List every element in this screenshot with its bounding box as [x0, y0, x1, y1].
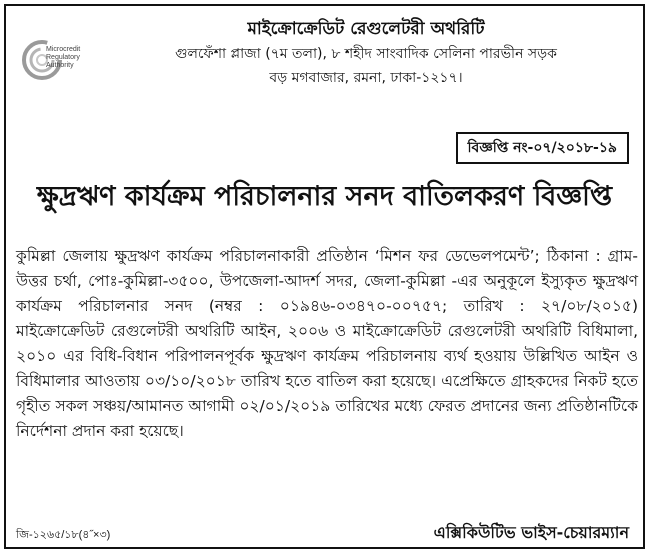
address-line-2: বড় মগবাজার, রমনা, ঢাকা-১২১৭।	[269, 70, 463, 86]
logo-text	[46, 46, 80, 70]
footer-reference: জি-১২৬৫/১৮(৪˝×৩)	[16, 529, 111, 541]
logo-text-line: Authority	[46, 62, 74, 69]
header	[136, 16, 596, 90]
logo-text-line: Regulatory	[46, 54, 80, 61]
body-paragraph: কুমিল্লা জেলায় ক্ষুদ্রঋণ কার্যক্রম পরিচালনাকারী প্রতিষ্ঠান ‘মিশন ফর ডেভেলপমেন্ট’; ঠিকানা : গ্রাম-উত্তর চর্থা, পোঃ-কুমিল্লা-৩৫০০, উপজেলা-আদর্শ সদর, জেলা-কুমিল্লা -এর অনুকূলে ইস্যুকৃত ক্ষুদ্রঋণ কার্যক্রম পরিচালনার সনদ (নম্বর : ০১৯৪৬-০৩৪৭০-০০৭৫৭; তারিখ : ২৭/০৮/২০১৫) মাইক্রোক্রেডিট রেগুলেটরী অথরিটি আইন, ২০০৬ ও মাইক্রোক্রেডিট রেগুলেটরী অথরিটি বিধিমালা, ২০১০ এর বিধি-বিধান পরিপালনপূর্বক ক্ষুদ্রঋণ কার্যক্রম পরিচালনায় ব্যর্থ হওয়ায় উল্লিখিত আইন ও বিধিমালার আওতায় ০৩/১০/২০১৮ তারিখ হতে বাতিল করা হয়েছে। এপ্রেক্ষিতে গ্রাহকদের নিকট হতে গৃহীত সকল সঞ্চয়/আমানত আগামী ০২/০১/২০১৯ তারিখের মধ্যে ফেরত প্রদানের জন্য প্রতিষ্ঠানটিকে নির্দেশনা প্রদান করা হয়েছে।	[16, 247, 638, 440]
notice-frame	[4, 4, 645, 549]
notice-body	[16, 244, 638, 444]
notice-number: বিজ্ঞপ্তি নং-০৭/২০১৮-১৯	[456, 132, 629, 164]
logo-text-line: Microcredit	[46, 46, 81, 53]
signatory: এক্সিকিউটিভ ভাইস-চেয়ারম্যান	[433, 523, 629, 542]
notice-title: ক্ষুদ্রঋণ কার্যক্রম পরিচালনার সনদ বাতিলকরণ বিজ্ঞপ্তি	[36, 181, 613, 212]
org-name: মাইক্রোক্রেডিট রেগুলেটরী অথরিটি	[247, 19, 485, 39]
address-line-1: গুলফেঁশা প্লাজা (৭ম তলা), ৮ শহীদ সাংবাদিক সেলিনা পারভীন সড়ক	[175, 46, 557, 62]
